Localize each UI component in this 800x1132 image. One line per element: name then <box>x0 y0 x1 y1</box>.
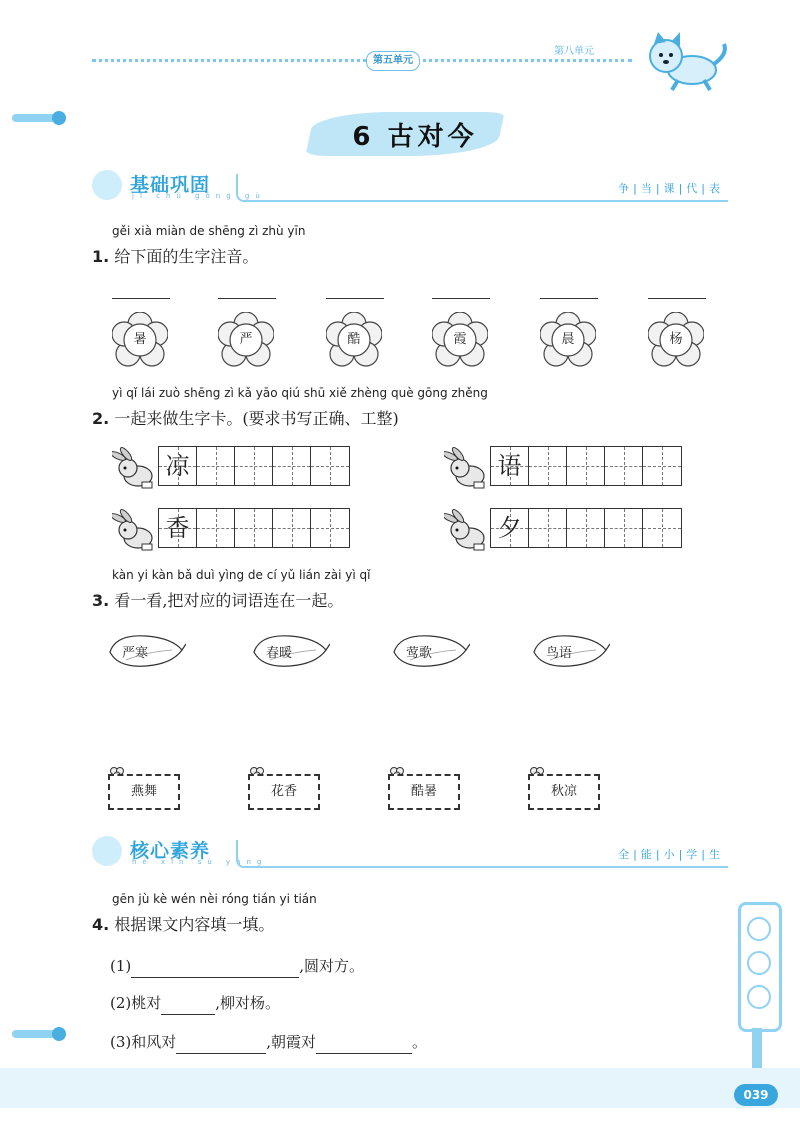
page-number: 039 <box>734 1084 778 1106</box>
practice-cell[interactable] <box>273 509 311 547</box>
section-basic-pinyin: jī chǔ gǒng gù <box>132 192 266 200</box>
leaf-word-card[interactable] <box>530 630 610 672</box>
practice-cell[interactable] <box>643 509 681 547</box>
answer-blank[interactable] <box>648 298 706 299</box>
section-rule <box>242 866 728 868</box>
q1-text: 给下面的生字注音。 <box>114 247 259 266</box>
practice-cell[interactable] <box>311 509 349 547</box>
q4-item-3-mid: ,朝霞对 <box>266 1033 317 1051</box>
traffic-light-icon <box>738 902 782 1032</box>
word-box[interactable]: 花香 <box>248 774 320 810</box>
practice-cell[interactable] <box>197 509 235 547</box>
model-char-cell <box>159 447 197 485</box>
next-unit-label: 第八单元 <box>554 46 594 57</box>
fill-blank[interactable] <box>176 1035 266 1054</box>
fill-blank[interactable] <box>316 1035 412 1054</box>
word-box[interactable]: 燕舞 <box>108 774 180 810</box>
q4-item-1-after: ,圆对方。 <box>299 957 365 975</box>
flower-char-card <box>540 312 596 368</box>
light-circle <box>747 985 771 1009</box>
practice-cell[interactable] <box>235 447 273 485</box>
section-basic-title: 基础巩固 <box>130 174 211 196</box>
section-core-header <box>92 836 728 868</box>
section-core-pinyin: hé xīn sù yǎng <box>132 858 268 866</box>
writing-grid <box>158 508 350 548</box>
writing-grid <box>490 446 682 486</box>
pencil-badge-icon <box>92 170 122 200</box>
section-core-title: 核心素养 <box>130 840 211 862</box>
word-box[interactable]: 秋凉 <box>528 774 600 810</box>
writing-grid <box>490 508 682 548</box>
q3-pinyin: kàn yi kàn bǎ duì yìng de cí yǔ lián zài yì qǐ <box>112 568 371 582</box>
lightbulb-badge-icon <box>92 836 122 866</box>
model-char-cell <box>491 447 529 485</box>
q4-item-2 <box>110 992 280 1015</box>
section-basic-header <box>92 170 728 202</box>
leaf-word: 莺歌 <box>406 646 433 661</box>
section-core-motto: 全|能|小|学|生 <box>618 848 724 861</box>
lesson-title: 6 古对今 <box>352 122 478 152</box>
leaf-word-card[interactable] <box>106 630 186 672</box>
practice-cell[interactable] <box>273 447 311 485</box>
q1-number: 1. <box>92 247 110 266</box>
footer-band <box>0 1068 800 1108</box>
q4-item-2-label: (2)桃对 <box>110 994 162 1012</box>
q1-prompt <box>92 244 258 267</box>
practice-cell[interactable] <box>311 447 349 485</box>
q2-prompt <box>92 406 399 429</box>
leaf-word: 鸟语 <box>546 646 573 661</box>
leaf-word: 春暖 <box>266 646 293 661</box>
practice-cell[interactable] <box>235 509 273 547</box>
bunny-icon <box>444 508 488 552</box>
q4-item-1 <box>110 955 364 978</box>
flower-char-card <box>432 312 488 368</box>
model-char: 语 <box>497 452 522 480</box>
word-box[interactable]: 酷暑 <box>388 774 460 810</box>
q3-prompt <box>92 588 343 611</box>
q2-number: 2. <box>92 409 110 428</box>
q4-item-3-after: 。 <box>412 1033 428 1051</box>
model-char-cell <box>491 509 529 547</box>
practice-cell[interactable] <box>529 509 567 547</box>
bunny-icon <box>112 508 156 552</box>
practice-cell[interactable] <box>605 509 643 547</box>
left-margin-tab-top <box>12 114 64 122</box>
flower-char-card <box>326 312 382 368</box>
practice-cell[interactable] <box>643 447 681 485</box>
flower-char-card <box>648 312 704 368</box>
section-hook <box>236 174 248 202</box>
q3-text: 看一看,把对应的词语连在一起。 <box>114 591 344 610</box>
flower-char: 晨 <box>561 332 575 347</box>
practice-cell[interactable] <box>567 509 605 547</box>
writing-grid <box>158 446 350 486</box>
q4-item-3-label: (3)和风对 <box>110 1033 177 1051</box>
q4-item-2-after: ,柳对杨。 <box>215 994 281 1012</box>
leaf-word: 严寒 <box>122 646 149 661</box>
traffic-light-pole <box>752 1028 762 1070</box>
fill-blank[interactable] <box>161 996 215 1015</box>
flower-char: 杨 <box>669 332 683 347</box>
section-rule <box>242 200 728 202</box>
answer-blank[interactable] <box>540 298 598 299</box>
answer-blank[interactable] <box>218 298 276 299</box>
model-char: 凉 <box>165 452 190 480</box>
bunny-icon <box>444 446 488 490</box>
model-char: 夕 <box>497 514 522 542</box>
flower-char: 霞 <box>453 332 467 347</box>
q4-number: 4. <box>92 915 110 934</box>
bunny-icon <box>112 446 156 490</box>
practice-cell[interactable] <box>529 447 567 485</box>
q4-prompt <box>92 912 274 935</box>
flower-char: 严 <box>239 332 253 347</box>
flower-char: 酷 <box>347 332 361 347</box>
practice-cell[interactable] <box>567 447 605 485</box>
q2-text: 一起来做生字卡。(要求书写正确、工整) <box>114 409 399 428</box>
q4-text: 根据课文内容填一填。 <box>114 915 275 934</box>
answer-blank[interactable] <box>112 298 170 299</box>
leaf-word-card[interactable] <box>390 630 470 672</box>
section-basic-motto: 争|当|课|代|表 <box>618 182 724 195</box>
answer-blank[interactable] <box>432 298 490 299</box>
q4-item-1-label: (1) <box>110 957 132 975</box>
practice-cell[interactable] <box>605 447 643 485</box>
q4-pinyin: gēn jù kè wén nèi róng tián yi tián <box>112 892 317 906</box>
leaf-word-card[interactable] <box>250 630 330 672</box>
puppy-mascot-icon <box>644 30 730 94</box>
q4-item-3 <box>110 1031 427 1054</box>
header-dotted-path <box>92 59 632 62</box>
flower-char-card <box>218 312 274 368</box>
light-circle <box>747 917 771 941</box>
fill-blank[interactable] <box>131 959 299 978</box>
flower-char-card <box>112 312 168 368</box>
model-char-cell <box>159 509 197 547</box>
section-hook <box>236 840 248 868</box>
flower-char: 暑 <box>133 332 147 347</box>
light-circle <box>747 951 771 975</box>
current-unit-tag: 第五单元 <box>366 51 420 71</box>
answer-blank[interactable] <box>326 298 384 299</box>
q2-pinyin: yì qǐ lái zuò shēng zì kǎ yāo qiú shū xiě zhèng què gōng zhěng <box>112 386 488 400</box>
left-margin-tab-bottom <box>12 1030 64 1038</box>
q3-number: 3. <box>92 591 110 610</box>
practice-cell[interactable] <box>197 447 235 485</box>
model-char: 香 <box>165 514 190 542</box>
q1-pinyin: gěi xià miàn de shēng zì zhù yīn <box>112 224 306 238</box>
